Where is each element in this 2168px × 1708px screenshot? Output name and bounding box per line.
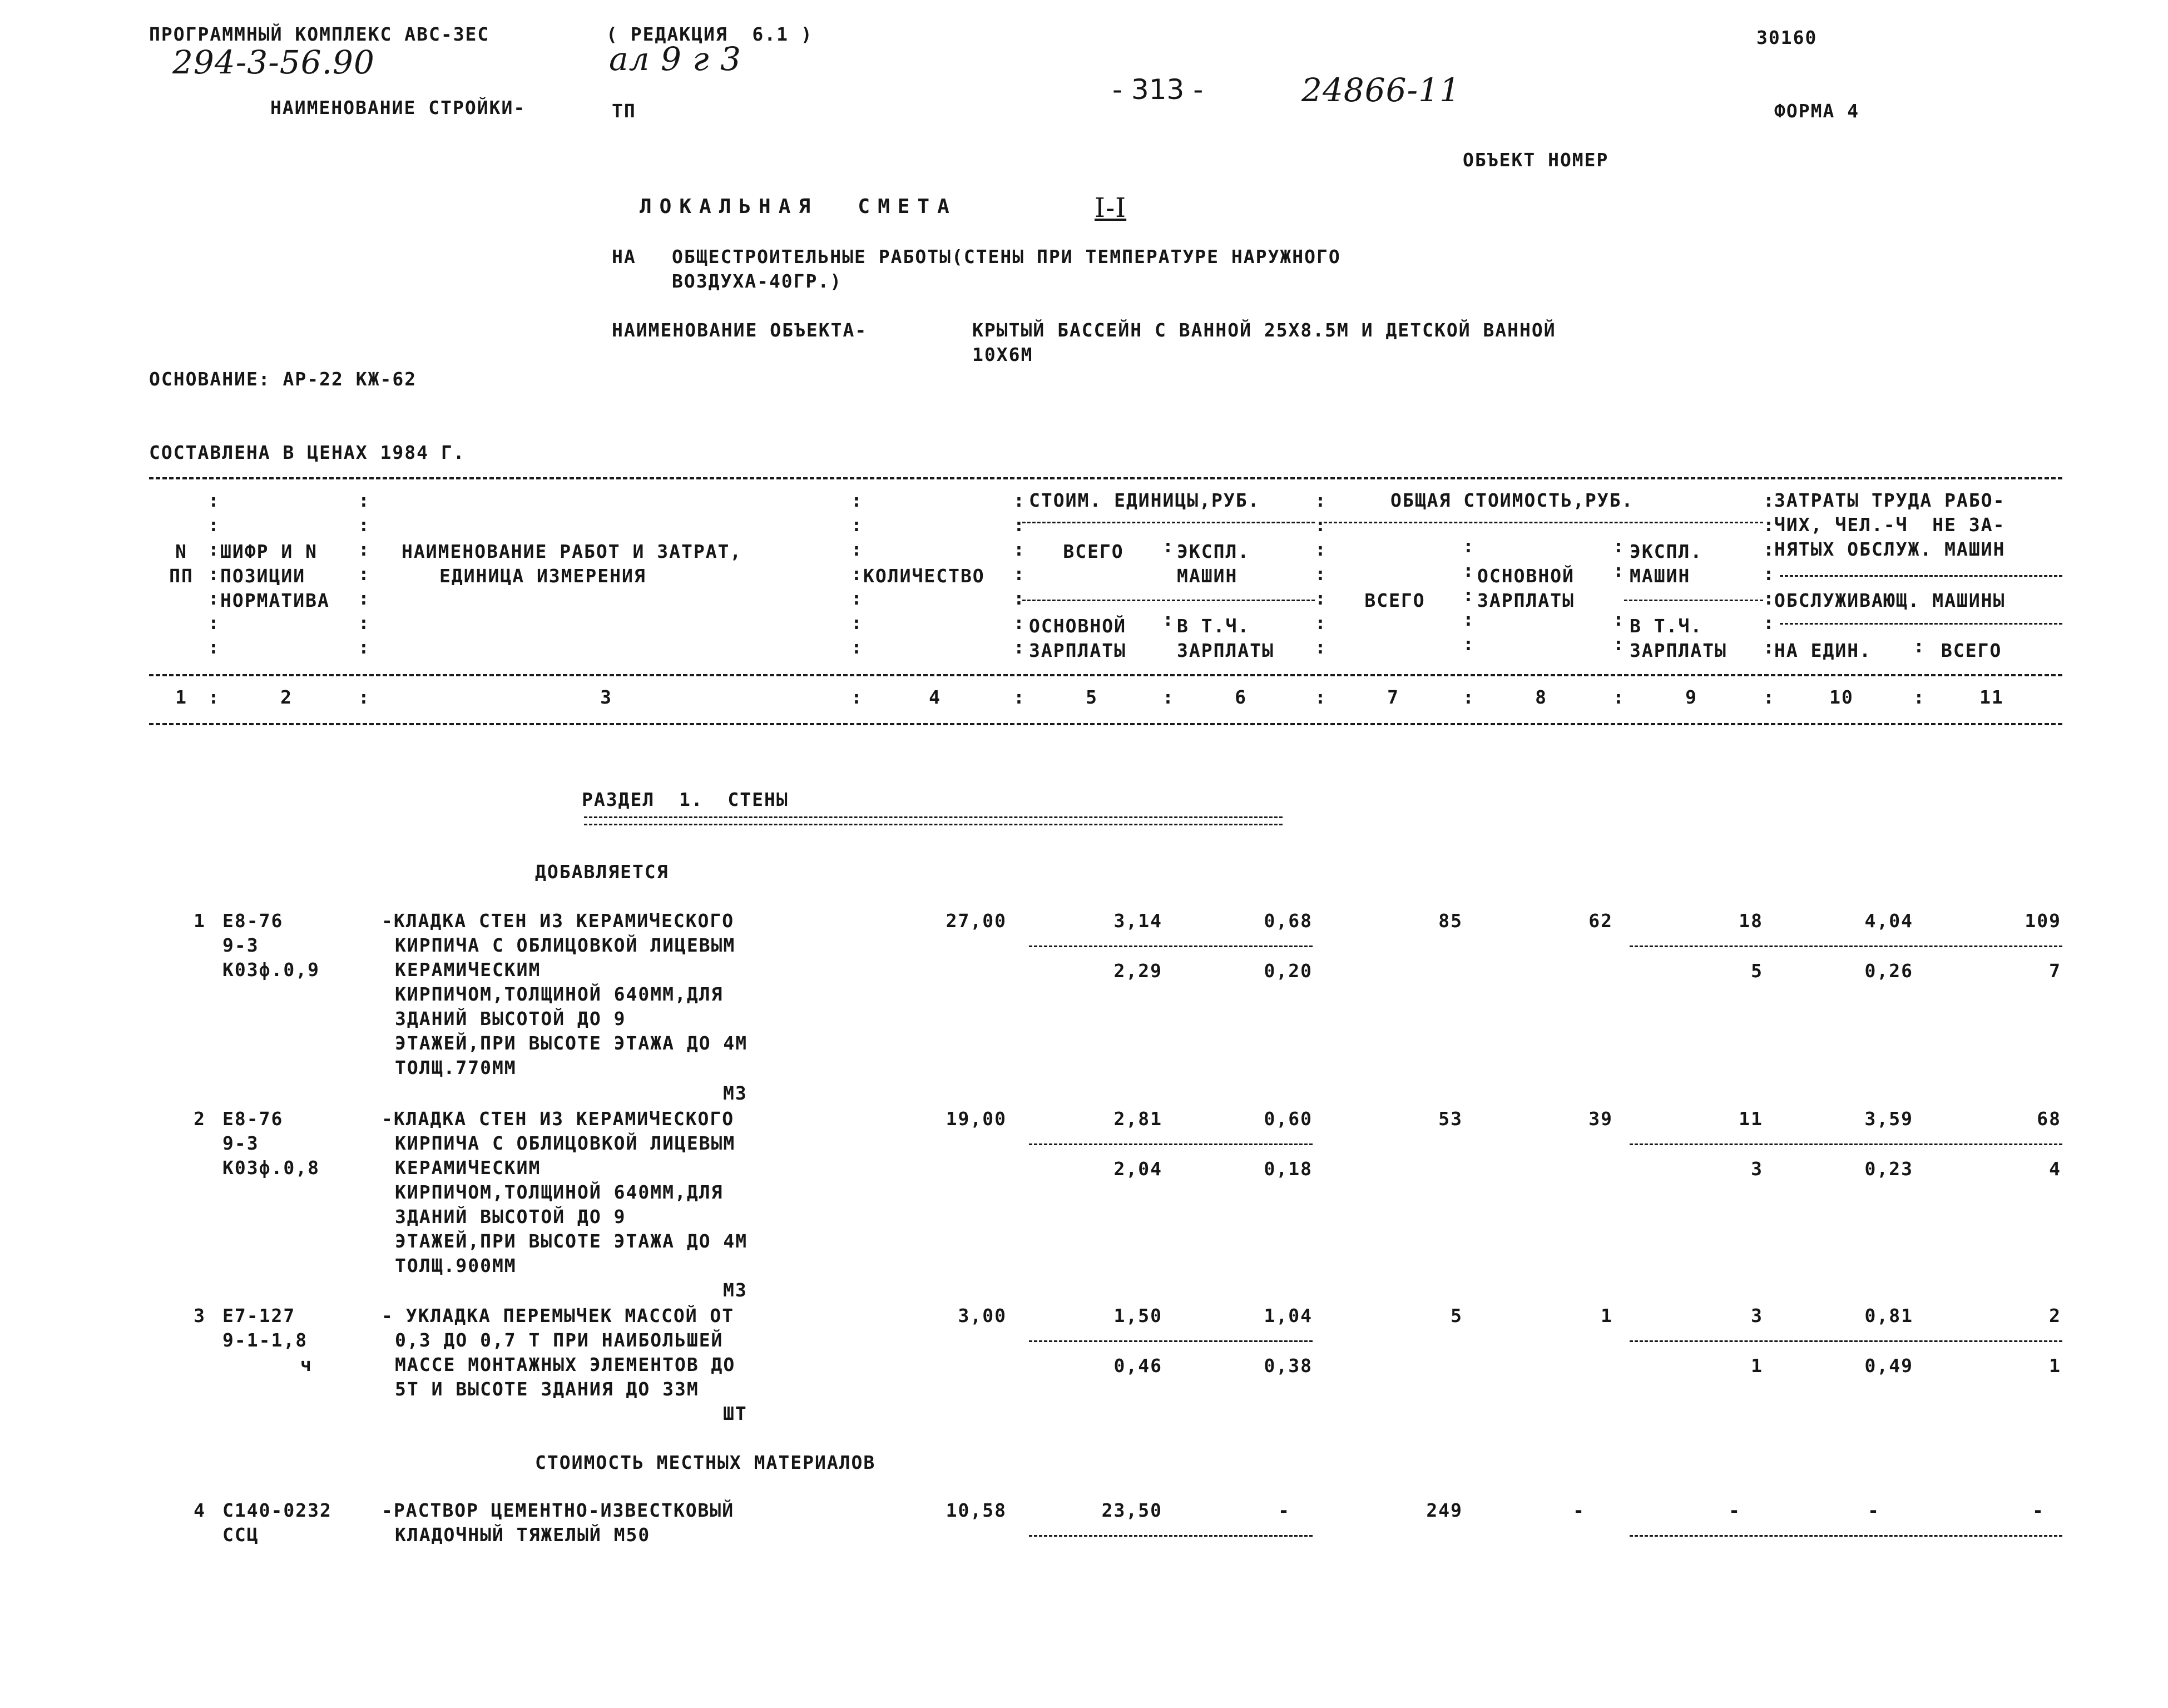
row-code: К03ф.0,9 [222, 959, 320, 981]
row-name-line: ЗДАНИЙ ВЫСОТОЙ ДО 9 [395, 1008, 626, 1029]
col6-top-header-line1: ЭКСПЛ. [1177, 541, 1250, 562]
row-code: ССЦ [222, 1524, 259, 1546]
row-name-line: -КЛАДКА СТЕН ИЗ КЕРАМИЧЕСКОГО [382, 1108, 735, 1130]
row-code: К03ф.0,8 [222, 1157, 320, 1179]
row-code: 9-3 [222, 1132, 259, 1154]
labor-header-line3: НЯТЫХ ОБСЛУЖ. МАШИН [1774, 538, 2006, 560]
row-total-salary: - [1573, 1499, 1585, 1521]
row-total-salary: 39 [1588, 1108, 1613, 1130]
row-code: 9-1-1,8 [222, 1329, 308, 1351]
labor-header-line1: ЗАТРАТЫ ТРУДА РАБО- [1774, 489, 2006, 511]
row-name-line: КИРПИЧОМ,ТОЛЩИНОЙ 640ММ,ДЛЯ [395, 983, 724, 1005]
labor-header-line2: ЧИХ, ЧЕЛ.-Ч НЕ ЗА- [1774, 514, 2006, 536]
handwritten-album: ал 9 г 3 [609, 40, 741, 78]
header-top-rule [149, 477, 2062, 479]
row-machine-labor-unit: 0,23 [1864, 1158, 1913, 1180]
row-labor-unit: 4,04 [1864, 910, 1913, 932]
row-unit-salary: 2,29 [1113, 960, 1162, 982]
row-unit-machines: 0,68 [1264, 910, 1313, 932]
row-machine-labor-unit: 0,26 [1864, 960, 1913, 982]
colnum: 4 [929, 686, 941, 708]
row-total: 5 [1451, 1305, 1463, 1326]
edition: ( РЕДАКЦИЯ 6.1 ) [606, 23, 813, 45]
colnum: 10 [1829, 686, 1854, 708]
row-unit: ШТ [723, 1403, 748, 1424]
col6-top-header-line2: МАШИН [1177, 565, 1238, 587]
total-cost-header: ОБЩАЯ СТОИМОСТЬ,РУБ. [1390, 489, 1634, 511]
col2-header-line2: ПОЗИЦИИ [220, 565, 306, 587]
row-unit-salary: 0,46 [1113, 1355, 1162, 1377]
row-machine-labor-unit: 0,49 [1864, 1355, 1913, 1377]
row-divider [1029, 1143, 1313, 1145]
labor-rule-2 [1780, 623, 2062, 625]
row-total-salary: 62 [1588, 910, 1613, 932]
program-name: ПРОГРАММНЫЙ КОМПЛЕКС АВС-ЗЕС [149, 23, 490, 45]
colnum: 8 [1535, 686, 1547, 708]
row-code: Е7-127 [222, 1305, 296, 1326]
row-unit: М3 [723, 1279, 748, 1301]
labor-rule-1 [1780, 575, 2062, 577]
header-mid-rule [149, 674, 2062, 676]
row-code: 9-3 [222, 934, 259, 956]
col3-header-line2: ЕДИНИЦА ИЗМЕРЕНИЯ [439, 565, 646, 587]
unit-cost-split-rule [1022, 600, 1315, 601]
row-total: 249 [1426, 1499, 1463, 1521]
colnum: 9 [1685, 686, 1697, 708]
row-labor-unit: - [1868, 1499, 1880, 1521]
row-number: 2 [194, 1108, 206, 1130]
object-label: НАИМЕНОВАНИЕ ОБЪЕКТА- [612, 319, 868, 341]
section-subtitle: ДОБАВЛЯЕТСЯ [535, 861, 669, 883]
row-unit-salary: 2,04 [1113, 1158, 1162, 1180]
row-divider [1029, 945, 1313, 947]
row-labor-total: 68 [2037, 1108, 2061, 1130]
row-code: ч [300, 1354, 313, 1375]
row-name-line: МАССЕ МОНТАЖНЫХ ЭЛЕМЕНТОВ ДО [395, 1354, 736, 1375]
colnum: 1 [175, 686, 187, 708]
row-name-line: КЛАДОЧНЫЙ ТЯЖЕЛЫЙ М50 [395, 1524, 651, 1546]
row-unit-machines: 0,60 [1264, 1108, 1313, 1130]
row-divider [1630, 1535, 2062, 1537]
row-total-machines: 18 [1739, 910, 1763, 932]
unit-cost-rule [1022, 522, 1315, 523]
col2-header-line3: НОРМАТИВА [220, 590, 330, 611]
section-title: РАЗДЕЛ 1. СТЕНЫ [582, 789, 789, 810]
row-name-line: ЗДАНИЙ ВЫСОТОЙ ДО 9 [395, 1206, 626, 1227]
row-unit-total: 3,14 [1113, 910, 1162, 932]
row-code: Е8-76 [222, 910, 284, 932]
unit-cost-header: СТОИМ. ЕДИНИЦЫ,РУБ. [1029, 489, 1260, 511]
col9-split-rule [1624, 600, 1763, 601]
row-number: 4 [194, 1499, 206, 1521]
row-name-line: ТОЛЩ.900ММ [395, 1255, 517, 1276]
handwritten-doc-number: 24866-11 [1301, 71, 1461, 109]
colnum: 11 [1979, 686, 2004, 708]
row-total-salary: 1 [1601, 1305, 1613, 1326]
row-total-machines: 11 [1739, 1108, 1763, 1130]
materials-title: СТОИМОСТЬ МЕСТНЫХ МАТЕРИАЛОВ [535, 1452, 876, 1473]
works-line-2: ВОЗДУХА-40ГР.) [672, 270, 843, 292]
row-name-line: КИРПИЧА С ОБЛИЦОВКОЙ ЛИЦЕВЫМ [395, 1132, 736, 1154]
col5-bottom-header-line2: ЗАРПЛАТЫ [1029, 640, 1126, 661]
row-labor-unit: 0,81 [1864, 1305, 1913, 1326]
row-name-line: КЕРАМИЧЕСКИМ [395, 1157, 541, 1179]
row-code: С140-0232 [222, 1499, 332, 1521]
row-machine-labor-total: 1 [2049, 1355, 2061, 1377]
row-name-line: КИРПИЧОМ,ТОЛЩИНОЙ 640ММ,ДЛЯ [395, 1181, 724, 1203]
row-quantity: 10,58 [946, 1499, 1007, 1521]
col9-top-header-line1: ЭКСПЛ. [1630, 541, 1703, 562]
colnum: 3 [600, 686, 612, 708]
row-name-line: КЕРАМИЧЕСКИМ [395, 959, 541, 981]
row-name-line: КИРПИЧА С ОБЛИЦОВКОЙ ЛИЦЕВЫМ [395, 934, 736, 956]
row-unit-machine-salary: 0,18 [1264, 1158, 1313, 1180]
col8-header-line1: ОСНОВНОЙ [1477, 565, 1575, 587]
row-code: Е8-76 [222, 1108, 284, 1130]
row-total: 85 [1438, 910, 1463, 932]
row-total-machines: 3 [1751, 1305, 1763, 1326]
estimate-number: I-I [1095, 192, 1127, 224]
row-unit-machine-salary: 0,20 [1264, 960, 1313, 982]
col9-bottom-header-line2: ЗАРПЛАТЫ [1630, 640, 1727, 661]
row-name-line: -РАСТВОР ЦЕМЕНТНО-ИЗВЕСТКОВЫЙ [382, 1499, 735, 1521]
row-number: 3 [194, 1305, 206, 1326]
col3-header-line1: НАИМЕНОВАНИЕ РАБОТ И ЗАТРАТ, [402, 541, 743, 562]
row-labor-total: 2 [2049, 1305, 2061, 1326]
colnum: 2 [280, 686, 293, 708]
colnum: 7 [1387, 686, 1399, 708]
row-divider [1029, 1340, 1313, 1342]
col8-header-line2: ЗАРПЛАТЫ [1477, 590, 1575, 611]
col1-header-line1: N [175, 541, 187, 562]
row-name-line: ТОЛЩ.770ММ [395, 1057, 517, 1078]
row-unit-total: 23,50 [1101, 1499, 1162, 1521]
row-name-line: 0,3 ДО 0,7 Т ПРИ НАИБОЛЬШЕЙ [395, 1329, 724, 1351]
row-unit-machine-salary: 0,38 [1264, 1355, 1313, 1377]
construction-label: НАИМЕНОВАНИЕ СТРОЙКИ- [270, 97, 526, 118]
object-line-1: КРЫТЫЙ БАССЕЙН С ВАННОЙ 25Х8.5М И ДЕТСКОЙ ВАННОЙ [972, 319, 1556, 341]
header-bottom-rule [149, 723, 2062, 725]
row-machine-labor-total: 4 [2049, 1158, 2061, 1180]
row-quantity: 27,00 [946, 910, 1007, 932]
col2-header-line1: ШИФР И N [220, 541, 318, 562]
total-cost-rule [1324, 522, 1763, 523]
works-line-1: ОБЩЕСТРОИТЕЛЬНЫЕ РАБОТЫ(СТЕНЫ ПРИ ТЕМПЕРАТУРЕ НАРУЖНОГО [672, 246, 1341, 268]
col5-top-header: ВСЕГО [1063, 541, 1124, 562]
row-total-machines: - [1729, 1499, 1741, 1521]
row-divider [1630, 1340, 2062, 1342]
doc-code: 30160 [1756, 27, 1818, 48]
labor-machines-header: ОБСЛУЖИВАЮЩ. МАШИНЫ [1774, 590, 2006, 611]
section-title-underline [584, 816, 1283, 825]
row-name-line: - УКЛАДКА ПЕРЕМЫЧЕК МАССОЙ ОТ [382, 1305, 735, 1326]
handwritten-project-number: 294-3-56.90 [172, 43, 375, 81]
row-machine-salary: 1 [1751, 1355, 1763, 1377]
colnum: 6 [1235, 686, 1247, 708]
row-name-line: 5Т И ВЫСОТЕ ЗДАНИЯ ДО 33М [395, 1378, 699, 1400]
row-machine-labor-total: 7 [2049, 960, 2061, 982]
document-page: ПРОГРАММНЫЙ КОМПЛЕКС АВС-ЗЕС ( РЕДАКЦИЯ 6.1 ) 30160 294-3-56.90 ал 9 г 3 - 313 - 24866-11 НАИМЕНОВАНИЕ СТРОЙКИ- ТП ФОРМА 4 ОБЪЕКТ НОМЕР ЛОКАЛЬНАЯ СМЕТА I-I НА ОБЩЕСТРОИТЕЛЬНЫЕ РАБОТЫ(СТЕНЫ ПРИ ТЕМПЕРАТУРЕ НАРУЖНОГО ВОЗДУХА-40ГР.) НАИМЕНОВАНИЕ ОБЪЕКТА- КРЫТЫЙ БАССЕЙН С ВАННОЙ 25Х8.5М И ДЕТСКОЙ ВАННОЙ 10Х6М ОСНОВАНИЕ: АР-22 КЖ-62 СОСТАВЛЕНА В ЦЕНАХ 1984 Г. : : : : : : : : : : : : : : : : : : : : : : : : : : : : : : : : : : : : : : : : : : : : : : : : : : : : : : N ПП ШИФР И N ПОЗИЦИИ НОРМАТИВА НАИМЕНОВАНИЕ РАБОТ И ЗАТРАТ, ЕДИНИЦА ИЗМЕРЕНИЯ КОЛИЧЕСТВО СТОИМ. ЕДИНИЦЫ,РУБ. ВСЕГО ЭКСПЛ. МАШИН ОСНОВНОЙ ЗАРПЛАТЫ В Т.Ч. ЗАРПЛАТЫ ОБЩАЯ СТОИМОСТЬ,РУБ. ВСЕГО ОСНОВНОЙ ЗАРПЛАТЫ ЭКСПЛ. МАШИН В Т.Ч. ЗАРПЛАТЫ ЗАТРАТЫ ТРУДА РАБО- ЧИХ, ЧЕЛ.-Ч НЕ ЗА- НЯТЫХ ОБСЛУЖ. МАШИН ОБСЛУЖИВАЮЩ. МАШИНЫ НА ЕДИН. ВСЕГО 1 2 3 4 5 6 7 8 9 10 11 : : : : : : : : : : РАЗДЕЛ 1. СТЕНЫ ДОБАВЛЯЕТСЯ 1 Е8-76 9-3 К03ф.0,9 -КЛАДКА СТЕН ИЗ КЕРАМИЧЕСКОГО КИРПИЧА С ОБЛИЦОВКОЙ ЛИЦЕВЫМ КЕРАМИЧЕСКИМ КИРПИЧОМ,ТОЛЩИНОЙ 640ММ,ДЛЯ ЗДАНИЙ ВЫСОТОЙ ДО 9 ЭТАЖЕЙ,ПРИ ВЫСОТЕ ЭТАЖА ДО 4М ТОЛЩ.770ММ М3 27,00 3,14 0,68 2,29 0,20 85 62 18 4,04 109 5 0,26 7 2 Е8-76 9-3 К03ф.0,8 -КЛАДКА СТЕН ИЗ КЕРАМИЧЕСКОГО КИРПИЧА С ОБЛИЦОВКОЙ ЛИЦЕВЫМ КЕРАМИЧЕСКИМ КИРПИЧОМ,ТОЛЩИНОЙ 640ММ,ДЛЯ ЗДАНИЙ ВЫСОТОЙ ДО 9 ЭТАЖЕЙ,ПРИ ВЫСОТЕ ЭТАЖА ДО 4М ТОЛЩ.900ММ М3 19,00 2,81 0,60 2,04 0,18 53 39 11 3,59 68 3 0,23 4 3 Е7-127 9-1-1,8 ч - УКЛАДКА ПЕРЕМЫЧЕК МАССОЙ ОТ 0,3 ДО 0,7 Т ПРИ НАИБОЛЬШЕЙ МАССЕ МОНТАЖНЫХ ЭЛЕМЕНТОВ ДО 5Т И ВЫСОТЕ ЗДАНИЯ ДО 33М ШТ 3,00 1,50 1,04 0,46 0,38 5 1 3 0,81 2 1 0,49 1 СТОИМОСТЬ МЕСТНЫХ МАТЕРИАЛОВ 4 С140-0232 ССЦ -РАСТВОР ЦЕМЕНТНО-ИЗВЕСТКОВЫЙ КЛАДОЧНЫЙ ТЯЖЕЛЫЙ М50 10,58 23,50 - 249 - - - - [0, 0, 2168, 1708]
object-number-label: ОБЪЕКТ НОМЕР [1463, 149, 1609, 171]
row-quantity: 19,00 [946, 1108, 1007, 1130]
row-machine-salary: 3 [1751, 1158, 1763, 1180]
page-number: - 313 - [1112, 73, 1204, 106]
row-name-line: ЭТАЖЕЙ,ПРИ ВЫСОТЕ ЭТАЖА ДО 4М [395, 1032, 748, 1054]
row-divider [1630, 945, 2062, 947]
estimate-title: ЛОКАЛЬНАЯ СМЕТА [640, 195, 957, 218]
row-unit-machines: - [1278, 1499, 1290, 1521]
price-basis: СОСТАВЛЕНА В ЦЕНАХ 1984 Г. [149, 442, 466, 463]
row-machine-salary: 5 [1751, 960, 1763, 982]
col11-header: ВСЕГО [1941, 640, 2002, 661]
col1-header-line2: ПП [169, 565, 194, 587]
row-unit-total: 1,50 [1113, 1305, 1162, 1326]
col9-bottom-header-line1: В Т.Ч. [1630, 615, 1703, 637]
row-divider [1029, 1535, 1313, 1537]
form-number: ФОРМА 4 [1774, 100, 1860, 122]
construction-value: ТП [612, 100, 636, 122]
colnum: 5 [1086, 686, 1098, 708]
row-number: 1 [194, 910, 206, 932]
col10-header: НА ЕДИН. [1774, 640, 1872, 661]
row-quantity: 3,00 [958, 1305, 1007, 1326]
basis: ОСНОВАНИЕ: АР-22 КЖ-62 [149, 368, 417, 390]
col6-bottom-header-line2: ЗАРПЛАТЫ [1177, 640, 1274, 661]
row-divider [1630, 1143, 2062, 1145]
row-unit-total: 2,81 [1113, 1108, 1162, 1130]
row-unit: М3 [723, 1082, 748, 1104]
row-unit-machines: 1,04 [1264, 1305, 1313, 1326]
col5-bottom-header-line1: ОСНОВНОЙ [1029, 615, 1126, 637]
col4-header: КОЛИЧЕСТВО [863, 565, 985, 587]
col9-top-header-line2: МАШИН [1630, 565, 1691, 587]
row-total: 53 [1438, 1108, 1463, 1130]
row-labor-total: 109 [2025, 910, 2061, 932]
object-line-2: 10Х6М [972, 344, 1033, 365]
on-prefix: НА [612, 246, 636, 268]
col7-header: ВСЕГО [1364, 590, 1425, 611]
row-name-line: -КЛАДКА СТЕН ИЗ КЕРАМИЧЕСКОГО [382, 910, 735, 932]
row-labor-unit: 3,59 [1864, 1108, 1913, 1130]
row-name-line: ЭТАЖЕЙ,ПРИ ВЫСОТЕ ЭТАЖА ДО 4М [395, 1230, 748, 1252]
row-labor-total: - [2032, 1499, 2045, 1521]
col6-bottom-header-line1: В Т.Ч. [1177, 615, 1250, 637]
